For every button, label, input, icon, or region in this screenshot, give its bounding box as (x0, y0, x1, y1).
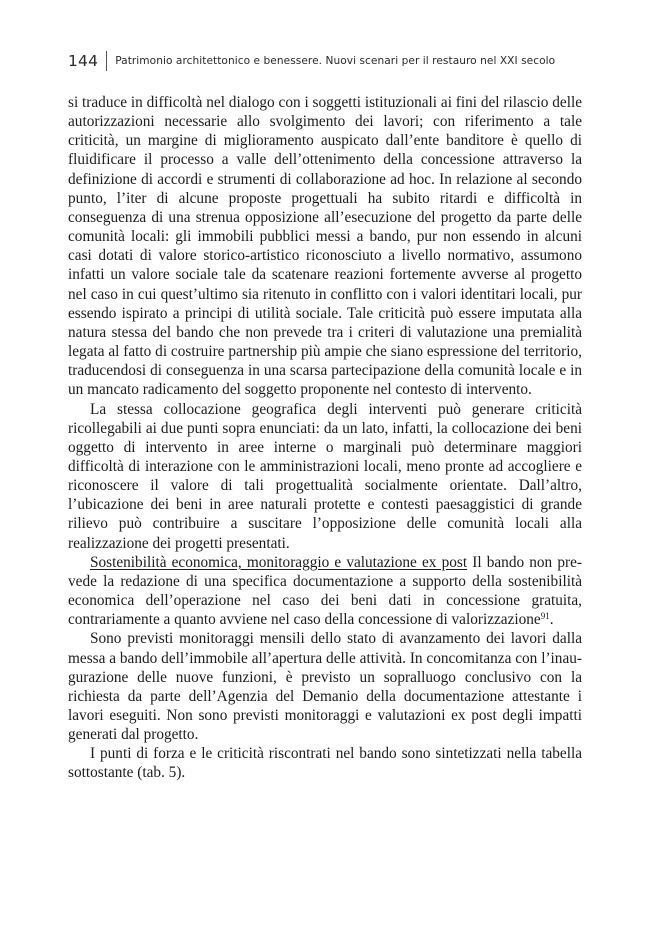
paragraph-3-text: Il bando non prevede la redazione di una specifica documentazione a supporto della sostenibilità economica dell’operazione nel caso dei beni dati in concessione gratuita, contrariamente a quanto avviene nel caso della concessione di valorizzazione (68, 553, 582, 629)
section-heading-inline: Sostenibilità economica, monitoraggio e valutazione ex post (90, 553, 468, 571)
header-divider (106, 51, 107, 71)
paragraph-5: I punti di forza e le criticità riscontrati nel bando sono sintetizzati nella tabella sottostante (tab. 5). (68, 745, 582, 782)
page-number: 144 (68, 52, 99, 70)
paragraph-4: Sono previsti monitoraggi mensili dello stato di avanzamento dei lavori dalla messa a bando dell’immobile all’apertura delle attività. In concomitanza con l’inaugurazione delle nuove funzioni, è previsto un sopralluogo conclusivo con la richiesta da parte dell’Agenzia del Demanio della documentazione attestante i lavori eseguiti. Non sono previsti monitoraggi e valutazioni ex post degli impatti generati dal progetto. (68, 630, 582, 744)
footnote-ref[interactable]: 91 (540, 611, 550, 622)
paragraph-1: si traduce in difficoltà nel dialogo con i soggetti istituzionali ai fini del rilascio delle autorizzazioni necessarie allo svolgimento dei lavori; con riferimento a tale criticità, un margine di miglioramento auspicato dall’ente banditore è quello di fluidificare il processo a valle dell’ottenimento della concessione attraverso la definizione di accordi e strumenti di collaborazione ad hoc. In relazione al secondo punto, l’iter di alcune proposte progettuali ha subito ritardi e difficoltà in conseguenza di una strenua opposizione all’esecuzione del progetto da parte delle comunità locali: gli immobili pubblici messi a bando, pur non essendo in alcuni casi dotati di valore storico-artistico riconosciuto a livello normativo, assumono infatti un valore sociale tale da scatenare reazioni fortemente avverse al progetto nel caso in cui quest’ultimo sia ritenuto in conflitto con i valori identitari locali, pur essendo ispirato a principi di utilità sociale. Tale criticità può essere imputata alla natura stessa del bando che non prevede tra i criteri di valutazione una premialità legata al fatto di costruire partnership più ampie che siano espressione del territorio, traducendosi di conseguenza in una scarsa partecipazione della comunità locale e in un mancato radicamento del soggetto proponente nel contesto di intervento. (68, 94, 582, 399)
body-text (68, 93, 582, 783)
running-header (68, 51, 588, 71)
running-title: Patrimonio architettonico e benessere. Nuovi scenari per il restauro nel XXI secolo (115, 55, 556, 67)
paragraph-3 (68, 553, 582, 630)
paragraph-2: La stessa collocazione geografica degli interventi può generare criticità ricollegabili ai due punti sopra enunciati: da un lato, infatti, la collocazione dei beni oggetto di intervento in aree interne o marginali può determinare maggiori difficoltà di interazione con le amministrazioni locali, meno pronte ad accogliere e riconoscere il valore di tali progettualità socialmente orientate. Dall’altro, l’ubicazione dei beni in aree naturali protette e contesti paesaggistici di grande rilievo può contribuire a suscitare l’opposizione delle comunità locali alla realizzazione dei progetti presentati. (68, 400, 582, 552)
paragraph-3-end: . (549, 611, 554, 629)
